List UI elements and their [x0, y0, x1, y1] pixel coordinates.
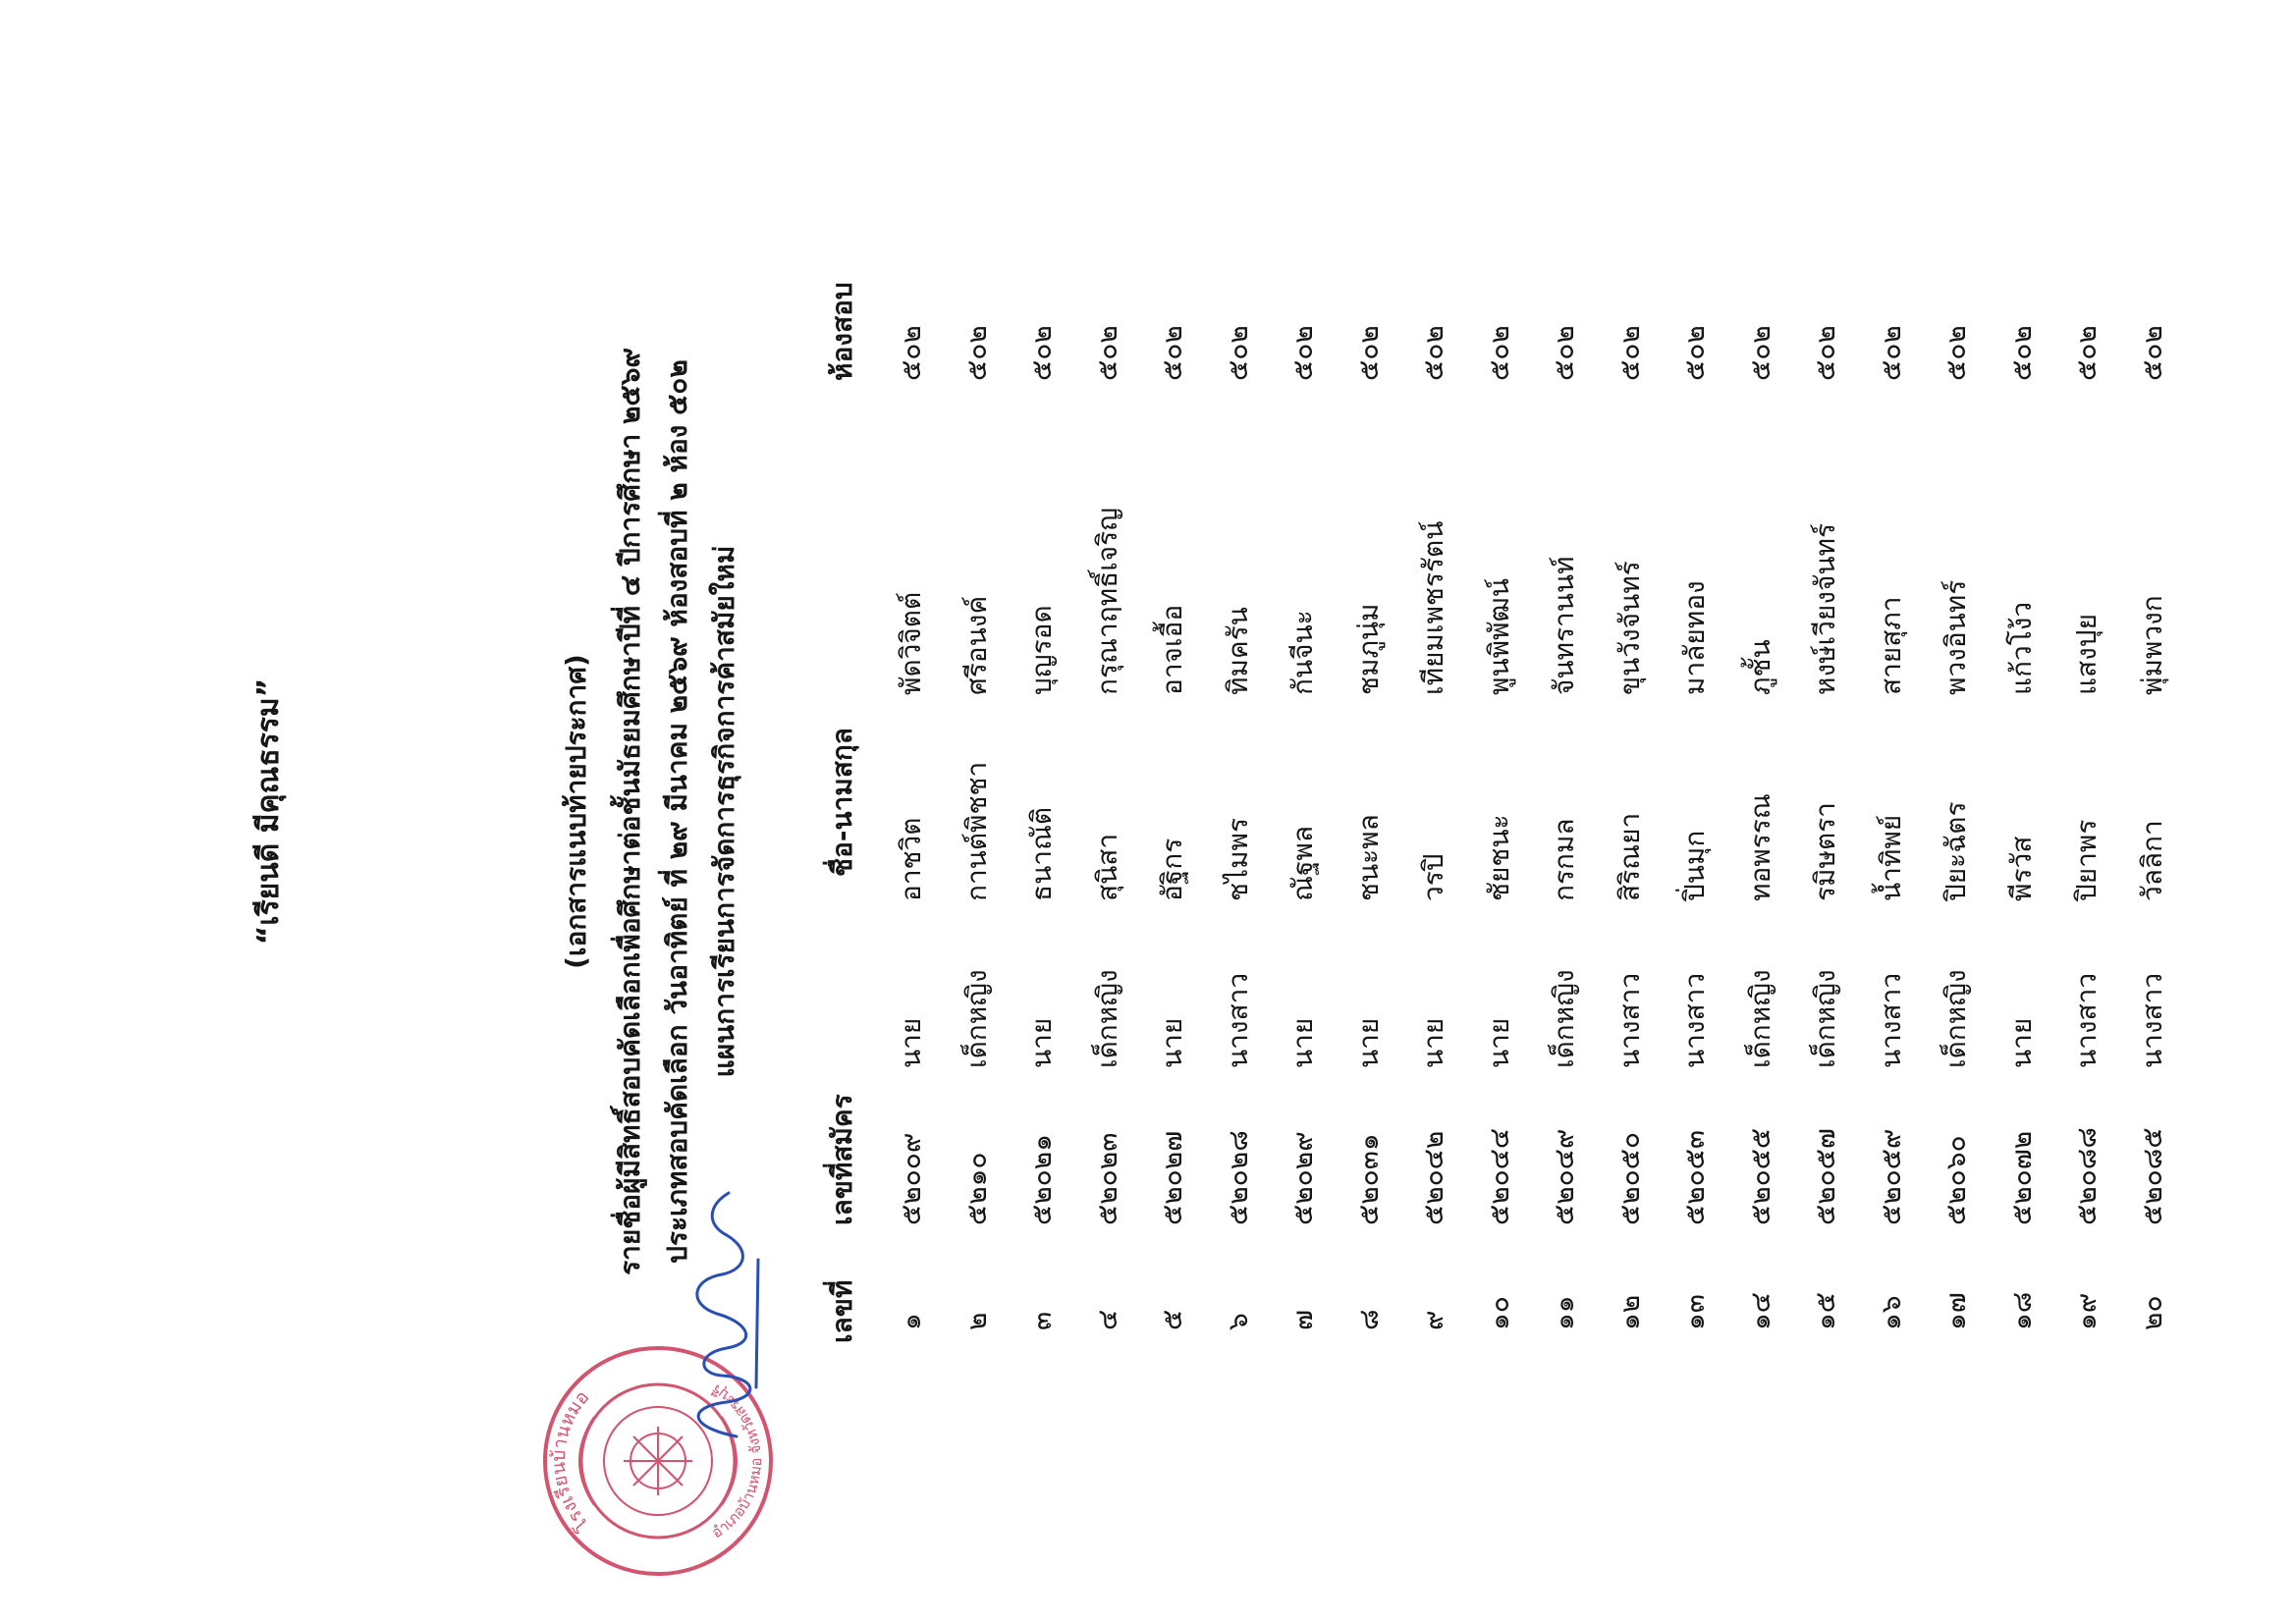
row-app-no: ๕๒๐๓๑ — [1351, 1133, 1385, 1225]
row-last-name: ศรีอนงค์ — [959, 595, 993, 695]
row-prefix: นาย — [1482, 1017, 1515, 1068]
row-no: ๘ — [1351, 1309, 1385, 1330]
row-prefix: นางสาว — [1678, 972, 1711, 1068]
row-last-name: พัดวิจิตต์ — [895, 591, 927, 695]
row-app-no: ๕๒๐๒๙ — [1286, 1131, 1319, 1225]
row-first-name: น้ำทิพย์ — [1874, 814, 1907, 901]
column-header-room: ห้องสอบ — [826, 282, 858, 381]
row-first-name: ปิยาพร — [2070, 819, 2103, 901]
row-app-no: ๕๒๐๕๕ — [1743, 1127, 1777, 1225]
row-no: ๑๕ — [1809, 1292, 1841, 1330]
row-first-name: วัลลิกา — [2135, 820, 2168, 901]
row-no: ๑๑ — [1548, 1295, 1580, 1330]
row-app-no: ๕๒๐๐๙ — [895, 1132, 927, 1225]
row-last-name: ขุนวังจันทร์ — [1613, 561, 1646, 695]
row-no: ๙ — [1417, 1310, 1449, 1330]
row-room: ๕๐๒ — [2004, 325, 2038, 381]
row-last-name: ชมภูนุ่ม — [1351, 603, 1385, 695]
row-no: ๑๗ — [1940, 1292, 1972, 1330]
row-room: ๕๐๒ — [1090, 325, 1123, 381]
row-first-name: สิริณยา — [1613, 812, 1646, 901]
column-header-app-no: เลขที่สมัคร — [826, 1094, 858, 1225]
row-prefix: นาย — [1025, 1017, 1058, 1068]
row-last-name: ทิมครัน — [1221, 607, 1254, 695]
row-first-name: พีรวัส — [2004, 836, 2038, 901]
row-no: ๑๔ — [1743, 1292, 1777, 1330]
row-first-name: อัฐิกร — [1156, 838, 1188, 901]
row-app-no: ๕๒๐๔๙ — [1548, 1128, 1580, 1225]
row-first-name: ทอพรรณ — [1743, 793, 1777, 901]
row-first-name: ณัฐพล — [1286, 825, 1319, 901]
column-header-name: ชื่อ-นามสกุล — [826, 728, 858, 877]
row-room: ๕๐๒ — [2135, 325, 2168, 381]
row-app-no: ๕๒๐๕๓ — [1678, 1129, 1711, 1225]
row-prefix: นาย — [1417, 1017, 1449, 1068]
row-room: ๕๐๒ — [1286, 325, 1319, 381]
row-no: ๑๖ — [1874, 1295, 1907, 1330]
row-prefix: นาย — [1286, 1017, 1319, 1068]
doc-tag: (เอกสารแนบท้ายประกาศ) — [560, 654, 592, 969]
row-prefix: นาย — [895, 1017, 927, 1068]
row-room: ๕๐๒ — [1548, 325, 1580, 381]
row-app-no: ๕๒๐๗๒ — [2004, 1130, 2038, 1225]
row-no: ๒๐ — [2135, 1295, 2168, 1330]
signature-icon — [668, 1181, 786, 1446]
row-app-no: ๕๒๐๕๙ — [1874, 1128, 1907, 1225]
row-app-no: ๕๒๐๘๕ — [2135, 1127, 2168, 1225]
row-prefix: นางสาว — [1613, 972, 1646, 1068]
row-prefix: นางสาว — [2135, 972, 2168, 1068]
seal-text-bottom: อำเภอบ้านหมอ จังหวัดสระบุรี — [708, 1380, 766, 1542]
signature — [668, 1181, 786, 1446]
row-app-no: ๕๒๐๒๑ — [1025, 1134, 1058, 1225]
row-no: ๒ — [959, 1312, 993, 1330]
row-app-no: ๕๒๐๒๗ — [1156, 1130, 1188, 1225]
row-prefix: เด็กหญิง — [1548, 969, 1580, 1068]
row-room: ๕๐๒ — [1482, 325, 1515, 381]
row-last-name: จันทรานนท์ — [1548, 556, 1580, 695]
row-prefix: นาย — [1351, 1017, 1385, 1068]
row-prefix: นาย — [2004, 1017, 2038, 1068]
row-room: ๕๐๒ — [1613, 325, 1646, 381]
row-app-no: ๕๒๐๕๐ — [1613, 1131, 1646, 1225]
row-room: ๕๐๒ — [1809, 325, 1841, 381]
row-app-no: ๕๒๐๔๒ — [1417, 1130, 1449, 1225]
row-no: ๗ — [1286, 1309, 1319, 1330]
row-app-no: ๕๒๐๖๐ — [1940, 1135, 1972, 1225]
row-first-name: กานต์พิชชา — [959, 761, 993, 901]
row-no: ๔ — [1090, 1309, 1123, 1330]
row-first-name: ชัยชนะ — [1482, 814, 1515, 901]
row-app-no: ๕๒๑๐ — [959, 1152, 993, 1225]
row-room: ๕๐๒ — [1874, 325, 1907, 381]
row-room: ๕๐๒ — [895, 325, 927, 381]
motto: “เรียนดี มีคุณธรรม” — [251, 677, 286, 946]
row-room: ๕๐๒ — [1221, 325, 1254, 381]
row-last-name: ภูชั้น — [1743, 639, 1777, 695]
row-no: ๑๘ — [2004, 1291, 2038, 1330]
row-last-name: แก้วโง้ว — [2004, 601, 2038, 695]
row-last-name: กรุณาฤทธิ์เจริญ — [1090, 507, 1123, 695]
row-prefix: เด็กหญิง — [1743, 969, 1777, 1068]
row-no: ๓ — [1025, 1311, 1058, 1330]
row-last-name: พุ่มพวงก — [2135, 595, 2168, 695]
row-last-name: บุญรอด — [1025, 605, 1058, 695]
row-no: ๑๐ — [1482, 1296, 1515, 1330]
row-app-no: ๕๒๐๘๘ — [2070, 1127, 2103, 1225]
row-app-no: ๕๒๐๔๔ — [1482, 1127, 1515, 1225]
row-first-name: สุนิสา — [1090, 833, 1123, 901]
row-app-no: ๕๒๐๕๗ — [1809, 1128, 1841, 1225]
title-line-3: แผนการเรียนการจัดการธุรกิจการค้าสมัยใหม่ — [708, 545, 740, 1078]
column-header-no: เลขที่ — [826, 1279, 858, 1343]
row-no: ๖ — [1221, 1313, 1254, 1330]
row-prefix: เด็กหญิง — [1940, 969, 1972, 1068]
title-line-1: รายชื่อผู้มีสิทธิ์สอบคัดเลือกเพื่อศึกษาต่อชั้นมัธยมศึกษาปีที่ ๔ ปีการศึกษา ๒๕๖๙ — [614, 348, 646, 1275]
row-no: ๑๙ — [2070, 1292, 2103, 1330]
row-room: ๕๐๒ — [1940, 325, 1972, 381]
row-prefix: เด็กหญิง — [959, 969, 993, 1068]
row-last-name: กันจีนะ — [1286, 610, 1319, 695]
row-room: ๕๐๒ — [1351, 325, 1385, 381]
row-first-name: อาชวิต — [895, 817, 927, 901]
row-last-name: อาจเอื้อ — [1156, 604, 1188, 695]
row-prefix: นางสาว — [1874, 972, 1907, 1068]
row-room: ๕๐๒ — [2070, 325, 2103, 381]
row-no: ๑๒ — [1613, 1294, 1646, 1330]
row-prefix: นาย — [1156, 1017, 1188, 1068]
row-room: ๕๐๒ — [1025, 325, 1058, 381]
row-prefix: เด็กหญิง — [1090, 969, 1123, 1068]
row-prefix: นางสาว — [1221, 972, 1254, 1068]
row-last-name: หงษ์เวียงจันทร์ — [1809, 523, 1841, 695]
row-no: ๑ — [895, 1313, 927, 1330]
row-last-name: พูนพิพัฒน์ — [1482, 578, 1515, 695]
title-line-2: ประเภทสอบคัดเลือก วันอาทิตย์ ที่ ๒๙ มีนาคม ๒๕๖๙ ห้องสอบที่ ๒ ห้อง ๕๐๒ — [661, 359, 693, 1264]
row-first-name: ปิ่นมุก — [1678, 830, 1711, 901]
row-room: ๕๐๒ — [1678, 325, 1711, 381]
row-no: ๑๓ — [1678, 1294, 1711, 1330]
row-prefix: นางสาว — [2070, 972, 2103, 1068]
row-first-name: ชไมพร — [1221, 817, 1254, 901]
row-room: ๕๐๒ — [959, 325, 993, 381]
row-last-name: เทียมเพชรรัตน์ — [1417, 520, 1449, 695]
row-room: ๕๐๒ — [1156, 325, 1188, 381]
seal-text-top: โรงเรียนบ้านหมอ — [547, 1386, 594, 1536]
row-prefix: เด็กหญิง — [1809, 969, 1841, 1068]
row-first-name: วรปิ — [1417, 853, 1449, 901]
svg-text:โรงเรียนบ้านหมอ — [548, 1386, 594, 1536]
row-last-name: พวงอินทร์ — [1940, 579, 1972, 695]
row-last-name: สายสุภา — [1874, 596, 1907, 695]
row-app-no: ๕๒๐๒๓ — [1090, 1132, 1123, 1225]
row-first-name: กรกมล — [1548, 818, 1580, 901]
row-last-name: มาลัยทอง — [1678, 580, 1711, 695]
row-app-no: ๕๒๐๒๘ — [1221, 1130, 1254, 1225]
row-room: ๕๐๒ — [1417, 325, 1449, 381]
row-first-name: ปิยะฉัตร — [1940, 801, 1972, 901]
row-no: ๕ — [1156, 1309, 1188, 1330]
row-first-name: ชนะพล — [1351, 814, 1385, 901]
row-first-name: ธนาณัติ — [1025, 806, 1058, 901]
row-last-name: แสงปุย — [2070, 614, 2103, 695]
row-first-name: รมิษตรา — [1809, 802, 1841, 901]
row-room: ๕๐๒ — [1743, 325, 1777, 381]
